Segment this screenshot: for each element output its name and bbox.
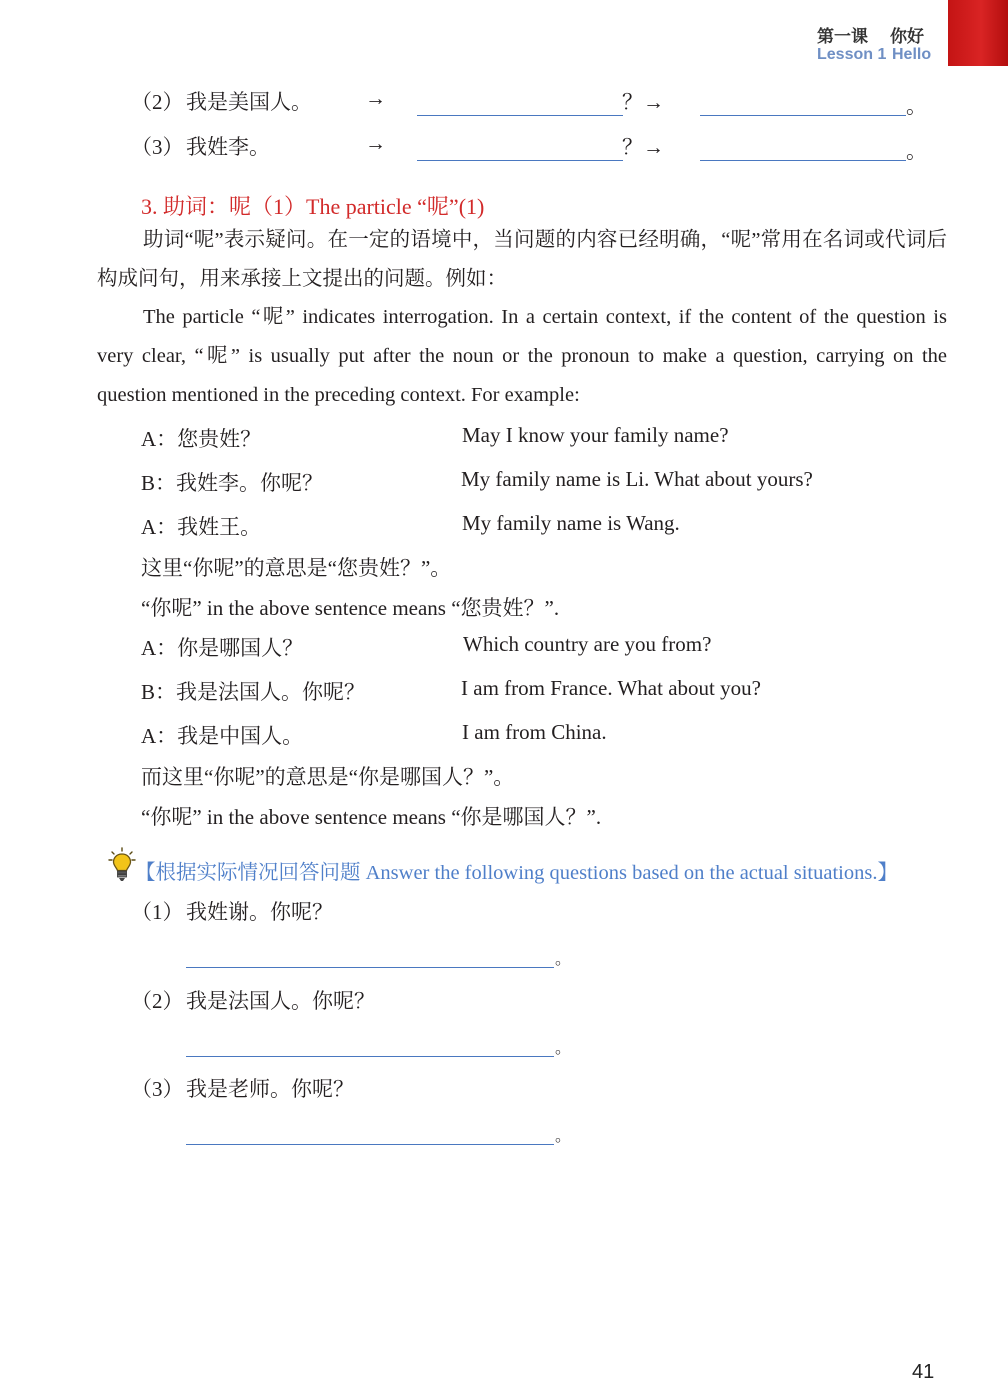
header-title-cn: 你好	[890, 27, 924, 47]
note-cn: 这里“你呢”的意思是“您贵姓？”。	[141, 556, 452, 580]
note-cn: 而这里“你呢”的意思是“你是哪国人？”。	[141, 765, 515, 789]
lightbulb-icon	[108, 847, 136, 883]
question-arrow: ？→	[622, 90, 664, 114]
answer-blank[interactable]	[417, 160, 623, 161]
item-number: （2）	[131, 989, 184, 1013]
answer-blank[interactable]	[700, 160, 906, 161]
dialog-line-cn: A：我姓王。	[141, 515, 262, 539]
note-en: “你呢” in the above sentence means “您贵姓？”.	[141, 596, 560, 620]
dialog-line-cn: B：我是法国人。你呢？	[141, 680, 366, 704]
task-question: 我是老师。你呢？	[186, 1077, 354, 1101]
period: 。	[906, 94, 927, 118]
item-number: （3）	[131, 135, 184, 159]
question-arrow: ？→	[622, 135, 664, 159]
task-question: 我是法国人。你呢？	[186, 989, 375, 1013]
dialog-line-cn: A：你是哪国人？	[141, 636, 304, 660]
explanation-cn: 助词“呢”表示疑问。在一定的语境中，当问题的内容已经明确，“呢”常用在名词或代词后构成问句，用来承接上文提出的问题。例如：	[97, 229, 947, 290]
dialog-line-en: May I know your family name?	[462, 423, 729, 447]
sentence: 我姓李。	[186, 135, 270, 159]
dialog-line-en: My family name is Wang.	[462, 511, 680, 535]
dialog-line-cn: A：我是中国人。	[141, 724, 304, 748]
item-number: （3）	[131, 1077, 184, 1101]
dialog-line-cn: A：您贵姓？	[141, 427, 262, 451]
dialog-line-en: I am from China.	[462, 720, 607, 744]
explanation-en: The particle “呢” indicates interrogation. In a certain context, if the content of the question is very clear, “呢” is usually put after the noun or the pronoun to make a question, carrying on the question mentioned in the preceding context. For example:	[97, 306, 947, 406]
header-title-en: Hello	[892, 46, 932, 63]
page-number: 41	[912, 1361, 935, 1383]
task-title: 【根据实际情况回答问题 Answer the following questions based on the actual situations.】	[135, 862, 898, 884]
note-en: “你呢” in the above sentence means “你是哪国人？”.	[141, 805, 602, 829]
header-lesson-en: Lesson 1	[817, 46, 887, 63]
period: 。	[906, 139, 927, 163]
dialog-line-en: Which country are you from?	[463, 632, 712, 656]
dialog-line-en: My family name is Li. What about yours?	[461, 467, 813, 491]
period: 。	[555, 951, 572, 968]
dialog-line-cn: B：我姓李。你呢？	[141, 471, 324, 495]
header-lesson-cn: 第一课	[817, 27, 868, 47]
sentence: 我是美国人。	[186, 90, 312, 114]
answer-blank[interactable]	[186, 1056, 554, 1057]
chapter-tab	[948, 0, 1008, 66]
arrow: →	[365, 86, 386, 110]
period: 。	[555, 1040, 572, 1057]
item-number: （2）	[131, 90, 184, 114]
answer-blank[interactable]	[700, 115, 906, 116]
arrow: →	[365, 131, 386, 155]
item-number: （1）	[131, 900, 184, 924]
answer-blank[interactable]	[186, 967, 554, 968]
answer-blank[interactable]	[186, 1144, 554, 1145]
task-question: 我姓谢。你呢？	[186, 900, 333, 924]
answer-blank[interactable]	[417, 115, 623, 116]
section-heading: 3. 助词：呢（1）The particle “呢”(1)	[141, 194, 485, 219]
period: 。	[555, 1128, 572, 1145]
dialog-line-en: I am from France. What about you?	[461, 676, 761, 700]
